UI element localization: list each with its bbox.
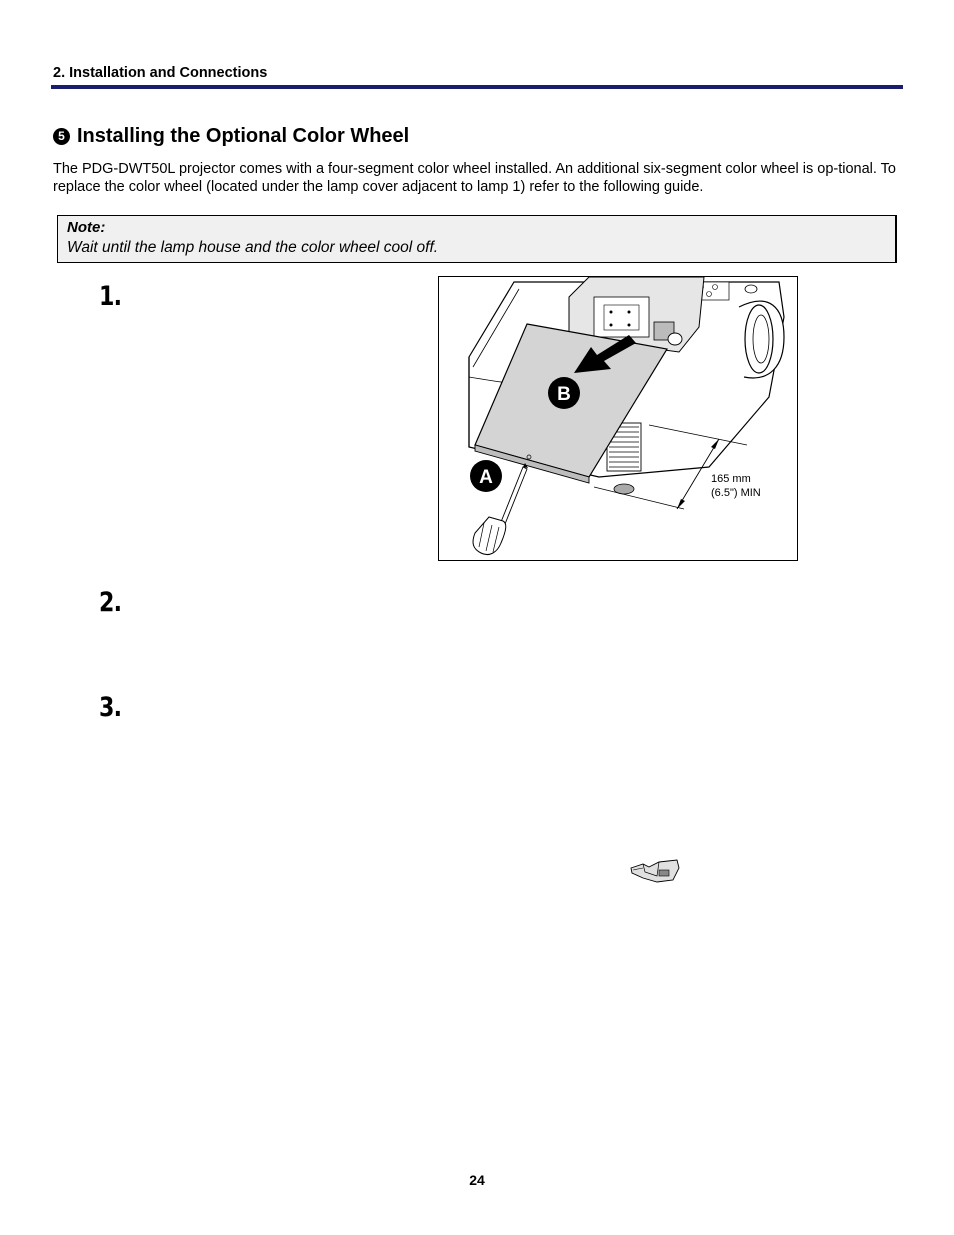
lamp-cover-removal-figure xyxy=(438,276,798,561)
dimension-label-mm: 165 mm xyxy=(711,473,751,485)
note-label: Note: xyxy=(67,219,106,236)
page-title xyxy=(53,125,409,148)
projector-illustration xyxy=(439,277,797,560)
note-box xyxy=(57,215,897,263)
step-number-2: 2. xyxy=(99,587,122,618)
color-wheel-part-icon xyxy=(629,858,681,884)
numbered-bullet-icon: 5 xyxy=(53,128,70,145)
page-number: 24 xyxy=(469,1172,485,1188)
note-text: Wait until the lamp house and the color wheel cool off. xyxy=(67,239,439,256)
section-header: 2. Installation and Connections xyxy=(53,65,268,81)
callout-b-label: B xyxy=(557,384,571,405)
step-number-3: 3. xyxy=(99,692,122,723)
page-title-text: Installing the Optional Color Wheel xyxy=(77,125,410,147)
callout-a-label: A xyxy=(479,467,493,488)
intro-paragraph: The PDG-DWT50L projector comes with a four-segment color wheel installed. An additional six-segment color wheel is op-tional. To replace the color wheel (located under the lamp cover adjacent to lamp 1) refer to the following guide. xyxy=(53,161,896,195)
header-rule xyxy=(51,85,903,89)
dimension-label-in: (6.5") MIN xyxy=(711,487,761,499)
step-number-1: 1. xyxy=(99,281,122,312)
